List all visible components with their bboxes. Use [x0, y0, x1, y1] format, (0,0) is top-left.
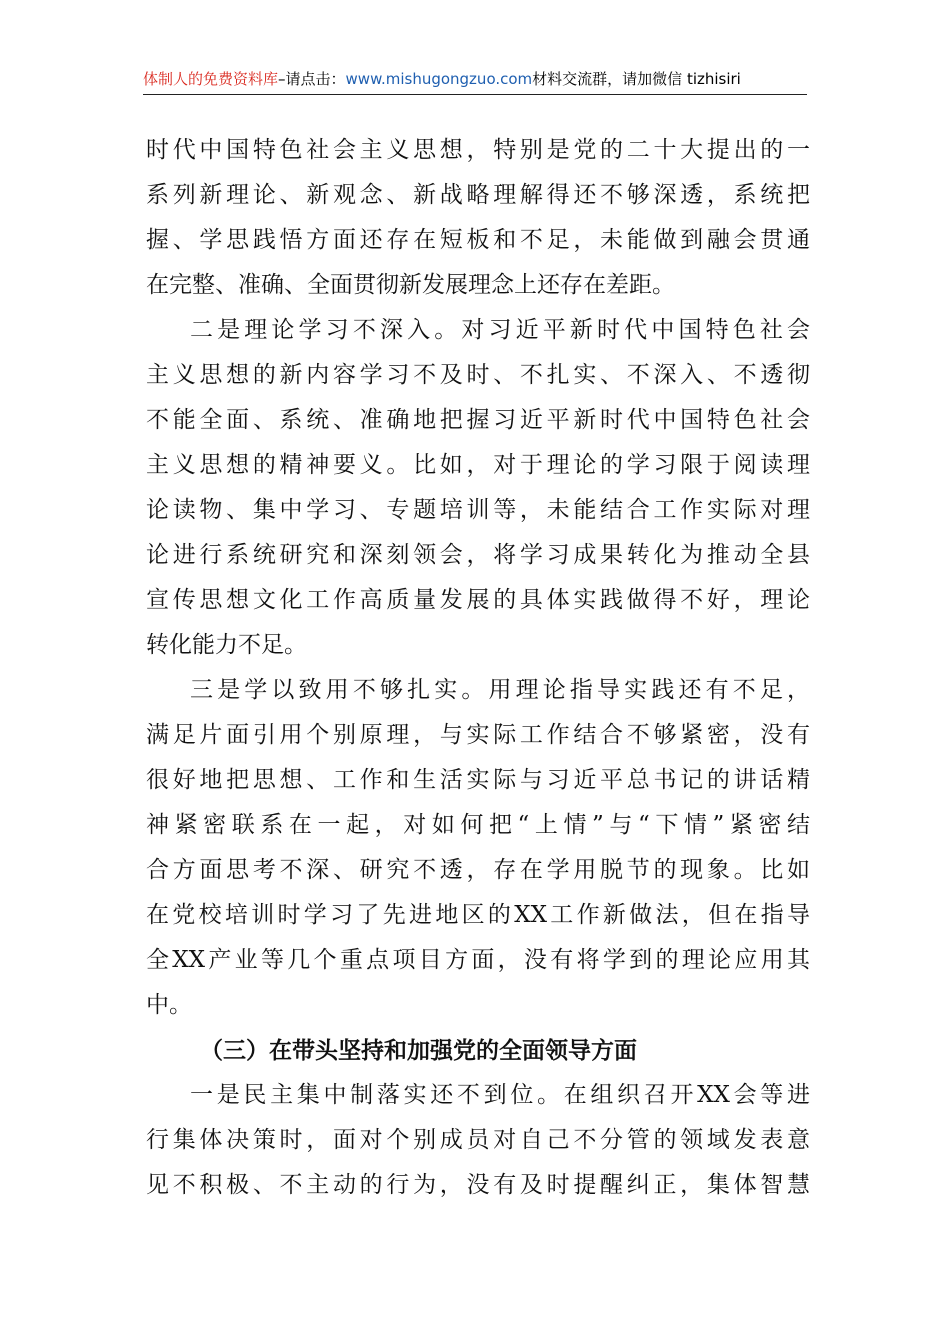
- text-line: 握、学思践悟方面还存在短板和不足，未能做到融会贯通: [146, 227, 810, 253]
- header-prefix: –请点击：: [278, 70, 346, 88]
- text-line: 论读物、集中学习、专题培训等，未能结合工作实际对理: [146, 497, 810, 523]
- text-line: 见不积极、不主动的行为，没有及时提醒纠正，集体智慧: [146, 1172, 810, 1198]
- text-line: 全XX产业等几个重点项目方面，没有将学到的理论应用其: [146, 947, 810, 973]
- paragraph-start-line: 一是民主集中制落实还不到位。在组织召开XX会等进: [190, 1082, 810, 1108]
- text-line: 宣传思想文化工作高质量发展的具体实践做得不好，理论: [146, 587, 810, 613]
- text-line: 转化能力不足。: [146, 632, 307, 658]
- text-line: 主义思想的精神要义。比如，对于理论的学习限于阅读理: [146, 452, 810, 478]
- header-brand: 体制人的免费资料库: [143, 70, 279, 88]
- page-header: [143, 66, 807, 95]
- text-line: 时代中国特色社会主义思想，特别是党的二十大提出的一: [146, 137, 810, 163]
- paragraph-start-line: 三是学以致用不够扎实。用理论指导实践还有不足，: [190, 677, 810, 703]
- header-suffix: 材料交流群，请加微信 tizhisiri: [532, 70, 741, 88]
- header-website-link[interactable]: www.mishugongzuo.com: [345, 70, 533, 88]
- text-line: 中。: [146, 992, 192, 1018]
- text-line: 满足片面引用个别原理，与实际工作结合不够紧密，没有: [146, 722, 810, 748]
- text-line: 在完整、准确、全面贯彻新发展理念上还存在差距。: [146, 272, 675, 298]
- text-line: 神紧密联系在一起，对如何把“上情”与“下情”紧密结: [146, 812, 810, 838]
- paragraph-start-line: 二是理论学习不深入。对习近平新时代中国特色社会: [190, 317, 810, 343]
- section-heading: （三）在带头坚持和加强党的全面领导方面: [200, 1037, 637, 1064]
- text-line: 主义思想的新内容学习不及时、不扎实、不深入、不透彻: [146, 362, 810, 388]
- text-line: 行集体决策时，面对个别成员对自己不分管的领域发表意: [146, 1127, 810, 1153]
- text-line: 合方面思考不深、研究不透，存在学用脱节的现象。比如: [146, 857, 810, 883]
- text-line: 论进行系统研究和深刻领会，将学习成果转化为推动全县: [146, 542, 810, 568]
- text-line: 系列新理论、新观念、新战略理解得还不够深透，系统把: [146, 182, 810, 208]
- document-body: [146, 128, 810, 1208]
- text-line: 不能全面、系统、准确地把握习近平新时代中国特色社会: [146, 407, 810, 433]
- text-line: 在党校培训时学习了先进地区的XX工作新做法，但在指导: [146, 902, 810, 928]
- text-line: 很好地把思想、工作和生活实际与习近平总书记的讲话精: [146, 767, 810, 793]
